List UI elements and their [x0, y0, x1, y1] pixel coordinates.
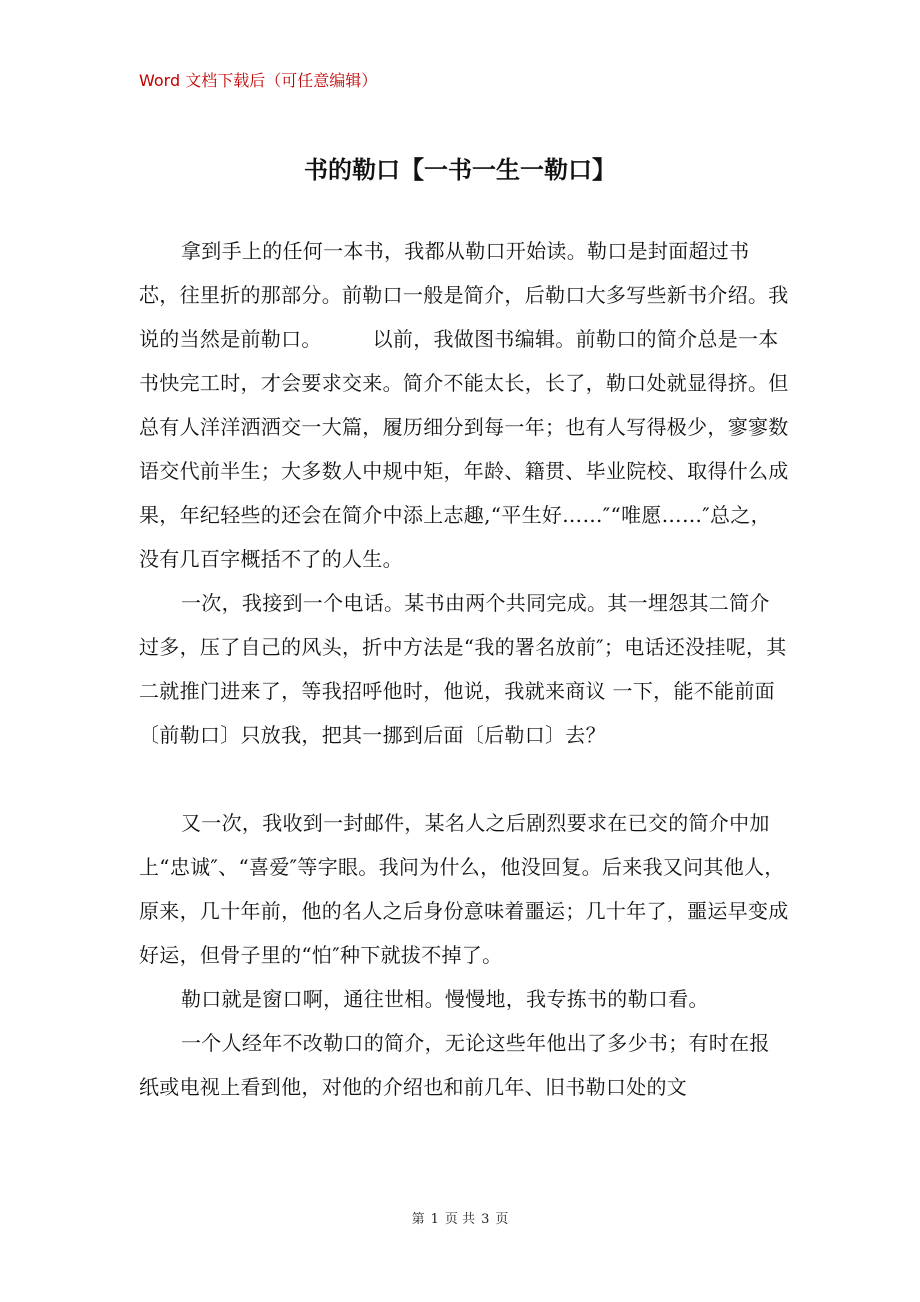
- paragraph: 拿到手上的任何一本书，我都从勒口开始读。勒口是封面超过书芯，往里折的那部分。前勒口一般是简介，后勒口大多写些新书介绍。我说的当然是前勒口。 以前，我做图书编辑。前勒口的简介总是一本书快完工时，才会要求交来。简介不能太长，长了，勒口处就显得挤。但总有人洋洋洒洒交一大篇，履历细分到每一年；也有人写得极少，寥寥数语交代前半生；大多数人中规中矩，年龄、籍贯、毕业院校、取得什么成果，年纪轻些的还会在简介中添上志趣,“平生好……″“唯愿……″总之，没有几百字概括不了的人生。: [139, 239, 789, 571]
- paragraph: 勒口就是窗口啊，通往世相。慢慢地，我专拣书的勒口看。: [181, 987, 709, 1011]
- footer-prefix: 第: [411, 1212, 425, 1227]
- download-note: Word 文档下载后（可任意编辑）: [139, 71, 378, 90]
- paragraph: 一次，我接到一个电话。某书由两个共同完成。其一埋怨其二简介过多，压了自己的风头，折中方法是“我的署名放前″；电话还没挂呢，其二就推门进来了，等我招呼他时，他说，我就来商议 一下，能不能前面〔前勒口〕只放我，把其一挪到后面〔后勒口〕去？: [139, 591, 787, 747]
- total-page-count: 3: [481, 1212, 490, 1227]
- paragraph: 一个人经年不改勒口的简介，无论这些年他出了多少书；有时在报纸或电视上看到他，对他的介绍也和前几年、旧书勒口处的文: [139, 1031, 770, 1099]
- current-page-number: 1: [430, 1212, 439, 1227]
- footer-middle: 页 共: [444, 1212, 476, 1227]
- paragraph: 又一次，我收到一封邮件，某名人之后剧烈要求在已交的简介中加上“忠诚″、“喜爱″等字眼。我问为什么，他没回复。后来我又问其他人，原来，几十年前，他的名人之后身份意味着噩运；几十年了，噩运早变成好运，但骨子里的“怕″种下就拔不掉了。: [139, 811, 789, 967]
- paragraph-gap: [139, 757, 789, 801]
- page-footer: [0, 1208, 920, 1227]
- article-title: 书的勒口【一书一生一勒口】: [304, 156, 616, 184]
- article-body: [139, 229, 789, 1109]
- footer-suffix: 页: [495, 1212, 509, 1227]
